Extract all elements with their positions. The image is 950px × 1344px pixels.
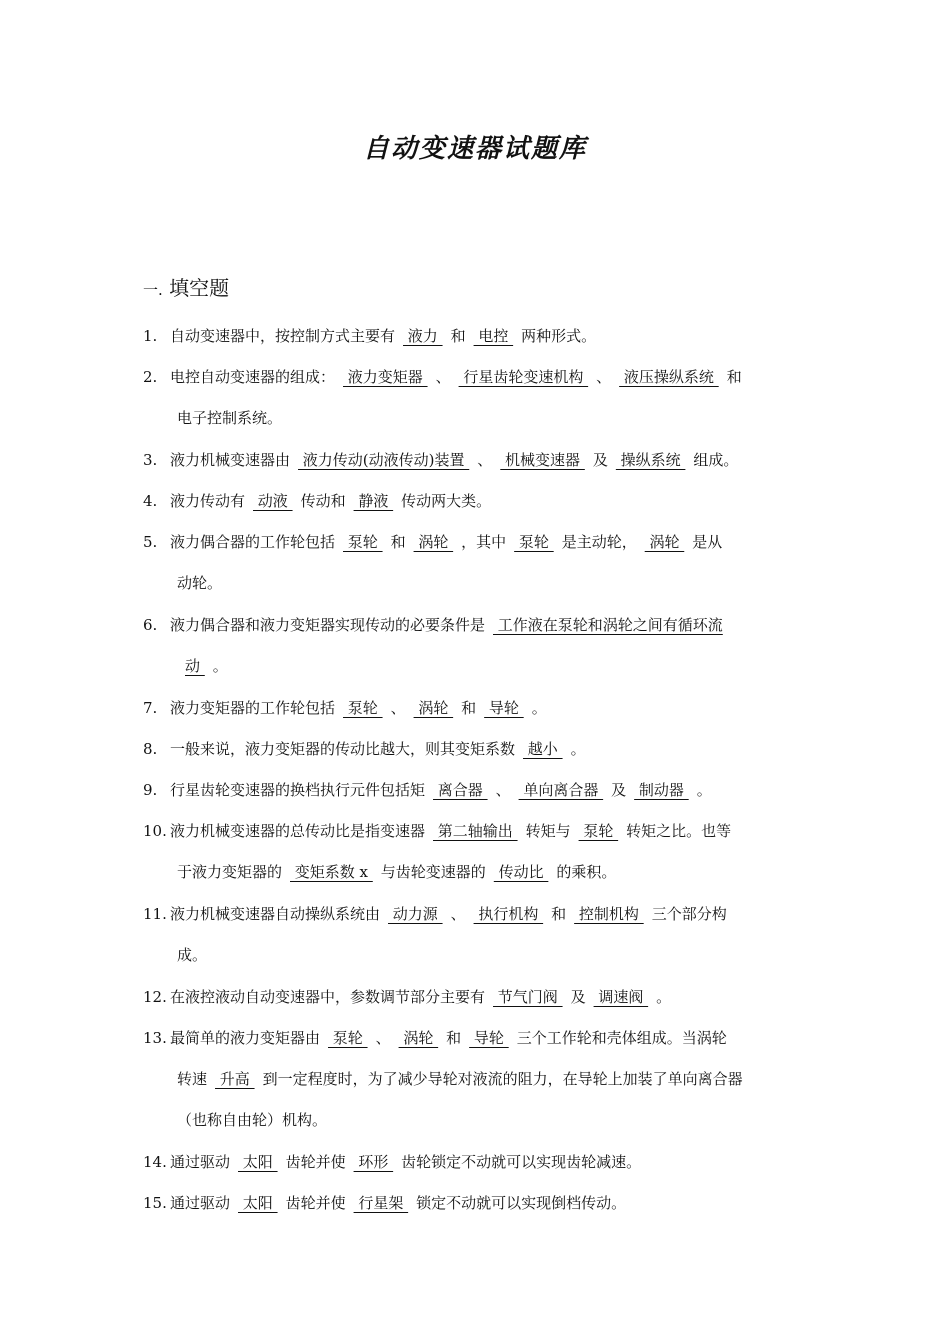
- question-fragment: 和: [450, 327, 466, 345]
- question-fragment: 和: [551, 905, 567, 923]
- question-fragment: 最简单的液力变矩器由: [170, 1029, 321, 1047]
- question-number: 12.: [143, 988, 167, 1006]
- question-text-continued: [143, 852, 815, 893]
- question-item: [143, 316, 815, 357]
- question-item: [143, 977, 815, 1018]
- question-fragment: 和: [726, 368, 742, 386]
- section-label: 填空题: [169, 276, 230, 300]
- question-fragment: 。: [212, 657, 228, 675]
- answer-blank: 泵轮: [328, 1029, 368, 1047]
- answer-blank: 导轮: [484, 699, 524, 717]
- question-fragment: 及: [611, 781, 627, 799]
- question-item: [143, 481, 815, 522]
- answer-blank: 操纵系统: [615, 451, 686, 469]
- answer-blank: 制动器: [634, 781, 689, 799]
- question-number: 6.: [143, 616, 158, 634]
- question-number: 9.: [143, 781, 158, 799]
- question-text: [170, 1029, 727, 1047]
- question-fragment: 三个部分构: [651, 905, 727, 923]
- question-fragment: 液力偶合器的工作轮包括: [170, 533, 336, 551]
- question-fragment: ，其中: [461, 533, 507, 551]
- answer-blank: 机械变速器: [500, 451, 585, 469]
- answer-blank: 涡轮: [413, 699, 454, 717]
- question-fragment: 及: [592, 451, 608, 469]
- question-fragment: 液力机械变速器自动操纵系统由: [170, 905, 381, 923]
- answer-blank: 调速阀: [593, 988, 649, 1006]
- answer-blank: 环形: [353, 1153, 394, 1171]
- question-fragment: 液力传动有: [170, 492, 246, 510]
- section-number: 一.: [143, 281, 163, 299]
- question-fragment: 两种形式。: [521, 327, 597, 345]
- question-item: [143, 729, 815, 770]
- question-text: [170, 492, 491, 510]
- question-fragment: 。: [696, 781, 712, 799]
- question-fragment: 和: [461, 699, 477, 717]
- question-text-continued: [143, 398, 815, 439]
- question-text: [170, 327, 596, 345]
- question-number: 1.: [143, 327, 158, 345]
- question-number: 4.: [143, 492, 158, 510]
- question-number: 14.: [143, 1153, 167, 1171]
- question-fragment: 的乘积。: [556, 863, 617, 881]
- answer-blank: 动力源: [388, 905, 443, 923]
- question-fragment: 是从: [692, 533, 723, 551]
- question-item: [143, 1183, 815, 1224]
- question-text: [170, 1194, 626, 1212]
- question-fragment: 锁定不动就可以实现倒档传动。: [416, 1194, 627, 1212]
- answer-blank: 泵轮: [343, 699, 383, 717]
- question-fragment: 传动两大类。: [401, 492, 492, 510]
- question-fragment: 到一定程度时，为了减少导轮对液流的阻力，在导轮上加装了单向离合器: [262, 1070, 743, 1088]
- answer-blank: 电控: [473, 327, 514, 345]
- question-fragment: 转速: [177, 1070, 208, 1088]
- page-title: 自动变速器试题库: [362, 134, 587, 164]
- answer-blank: 泵轮: [578, 822, 619, 840]
- answer-blank: 涡轮: [413, 533, 454, 551]
- question-fragment: 与齿轮变速器的: [380, 863, 486, 881]
- question-item: [143, 1018, 815, 1141]
- question-fragment: 行星齿轮变速器的换档执行元件包括矩: [170, 781, 426, 799]
- question-number: 5.: [143, 533, 158, 551]
- question-number: 15.: [143, 1194, 167, 1212]
- question-text: [170, 368, 742, 386]
- answer-blank: 行星架: [353, 1194, 409, 1212]
- answer-blank: 太阳: [238, 1153, 278, 1171]
- question-fragment: 、: [477, 451, 493, 469]
- question-text: [170, 905, 727, 923]
- answer-blank: 涡轮: [398, 1029, 439, 1047]
- question-text-continued: [143, 1059, 815, 1100]
- question-number: 11.: [143, 905, 167, 923]
- answer-blank: 泵轮: [343, 533, 383, 551]
- question-fragment: 。: [656, 988, 672, 1006]
- section-heading: [143, 272, 229, 301]
- answer-blank: 越小: [523, 740, 563, 758]
- answer-blank: 动: [185, 657, 205, 675]
- question-fragment: 组成。: [693, 451, 739, 469]
- question-fragment: 转矩与: [525, 822, 571, 840]
- question-number: 10.: [143, 822, 167, 840]
- question-item: [143, 770, 815, 811]
- question-fragment: 电子控制系统。: [177, 409, 283, 427]
- answer-blank: 离合器: [433, 781, 488, 799]
- answer-blank: 升高: [215, 1070, 255, 1088]
- question-fragment: 通过驱动: [170, 1153, 231, 1171]
- question-fragment: 三个工作轮和壳体组成。当涡轮: [516, 1029, 727, 1047]
- question-fragment: 传动和: [300, 492, 346, 510]
- question-text-continued: [143, 935, 815, 976]
- answer-blank: 涡轮: [644, 533, 685, 551]
- question-text: [170, 740, 586, 758]
- question-text: [170, 616, 731, 634]
- question-fragment: 齿轮并使: [285, 1153, 346, 1171]
- question-fragment: 液力变矩器的工作轮包括: [170, 699, 336, 717]
- question-fragment: 及: [570, 988, 586, 1006]
- question-fragment: 一般来说，液力变矩器的传动比越大，则其变矩系数: [170, 740, 516, 758]
- answer-blank: 控制机构: [574, 905, 644, 923]
- question-number: 2.: [143, 368, 158, 386]
- question-number: 3.: [143, 451, 158, 469]
- answer-blank: 泵轮: [514, 533, 554, 551]
- question-fragment: 电控自动变速器的组成：: [170, 368, 336, 386]
- question-fragment: 成。: [177, 946, 208, 964]
- question-fragment: 动轮。: [177, 574, 223, 592]
- question-fragment: 转矩之比。也等: [626, 822, 732, 840]
- question-text: [170, 988, 671, 1006]
- question-text: [170, 781, 712, 799]
- question-fragment: 。: [570, 740, 586, 758]
- question-text-continued: [143, 563, 815, 604]
- question-text-continued: [143, 646, 815, 687]
- question-fragment: 齿轮并使: [285, 1194, 346, 1212]
- question-fragment: 在液控液动自动变速器中，参数调节部分主要有: [170, 988, 486, 1006]
- answer-blank: 第二轴输出: [433, 822, 518, 840]
- question-fragment: 自动变速器中，按控制方式主要有: [170, 327, 396, 345]
- question-fragment: 通过驱动: [170, 1194, 231, 1212]
- question-fragment: 、: [596, 368, 612, 386]
- question-fragment: 、: [495, 781, 511, 799]
- question-text: [170, 822, 731, 840]
- question-text: [170, 533, 722, 551]
- answer-blank: 液压操纵系统: [619, 368, 719, 386]
- question-fragment: 是主动轮，: [561, 533, 637, 551]
- question-fragment: 齿轮锁定不动就可以实现齿轮减速。: [401, 1153, 642, 1171]
- answer-blank: 动液: [253, 492, 293, 510]
- answer-blank: 液力: [403, 327, 443, 345]
- question-fragment: 、: [390, 699, 406, 717]
- answer-blank: 液力变矩器: [343, 368, 428, 386]
- question-item: [143, 894, 815, 976]
- question-item: [143, 688, 815, 729]
- question-number: 8.: [143, 740, 158, 758]
- question-text: [170, 1153, 641, 1171]
- question-fragment: 、: [375, 1029, 391, 1047]
- answer-blank: 单向离合器: [518, 781, 604, 799]
- question-item: [143, 357, 815, 439]
- question-item: [143, 811, 815, 893]
- question-item: [143, 1142, 815, 1183]
- question-item: [143, 522, 815, 604]
- answer-blank: 变矩系数 x: [290, 863, 373, 881]
- question-fragment: 和: [446, 1029, 462, 1047]
- question-fragment: 于液力变矩器的: [177, 863, 283, 881]
- answer-blank: 太阳: [238, 1194, 278, 1212]
- question-fragment: 、: [435, 368, 451, 386]
- question-fragment: 和: [390, 533, 406, 551]
- question-number: 13.: [143, 1029, 167, 1047]
- answer-blank: 导轮: [469, 1029, 509, 1047]
- question-fragment: 液力机械变速器由: [170, 451, 291, 469]
- question-item: [143, 605, 815, 687]
- question-text-continued: [143, 1100, 815, 1141]
- question-item: [143, 440, 815, 481]
- answer-blank: 节气门阀: [493, 988, 563, 1006]
- answer-blank: 传动比: [493, 863, 549, 881]
- answer-blank: 液力传动(动液传动)装置: [298, 451, 470, 469]
- question-fragment: 。: [531, 699, 547, 717]
- answer-blank: 执行机构: [473, 905, 544, 923]
- answer-blank: 静液: [353, 492, 394, 510]
- answer-blank: 工作液在泵轮和涡轮之间有循环流: [493, 616, 723, 634]
- question-text: [170, 451, 738, 469]
- question-text: [170, 699, 547, 717]
- question-fragment: 液力机械变速器的总传动比是指变速器: [170, 822, 426, 840]
- question-fragment: 液力偶合器和液力变矩器实现传动的必要条件是: [170, 616, 486, 634]
- answer-blank: 行星齿轮变速机构: [458, 368, 589, 386]
- question-fragment: 、: [450, 905, 466, 923]
- question-number: 7.: [143, 699, 158, 717]
- question-fragment: （也称自由轮）机构。: [177, 1111, 328, 1129]
